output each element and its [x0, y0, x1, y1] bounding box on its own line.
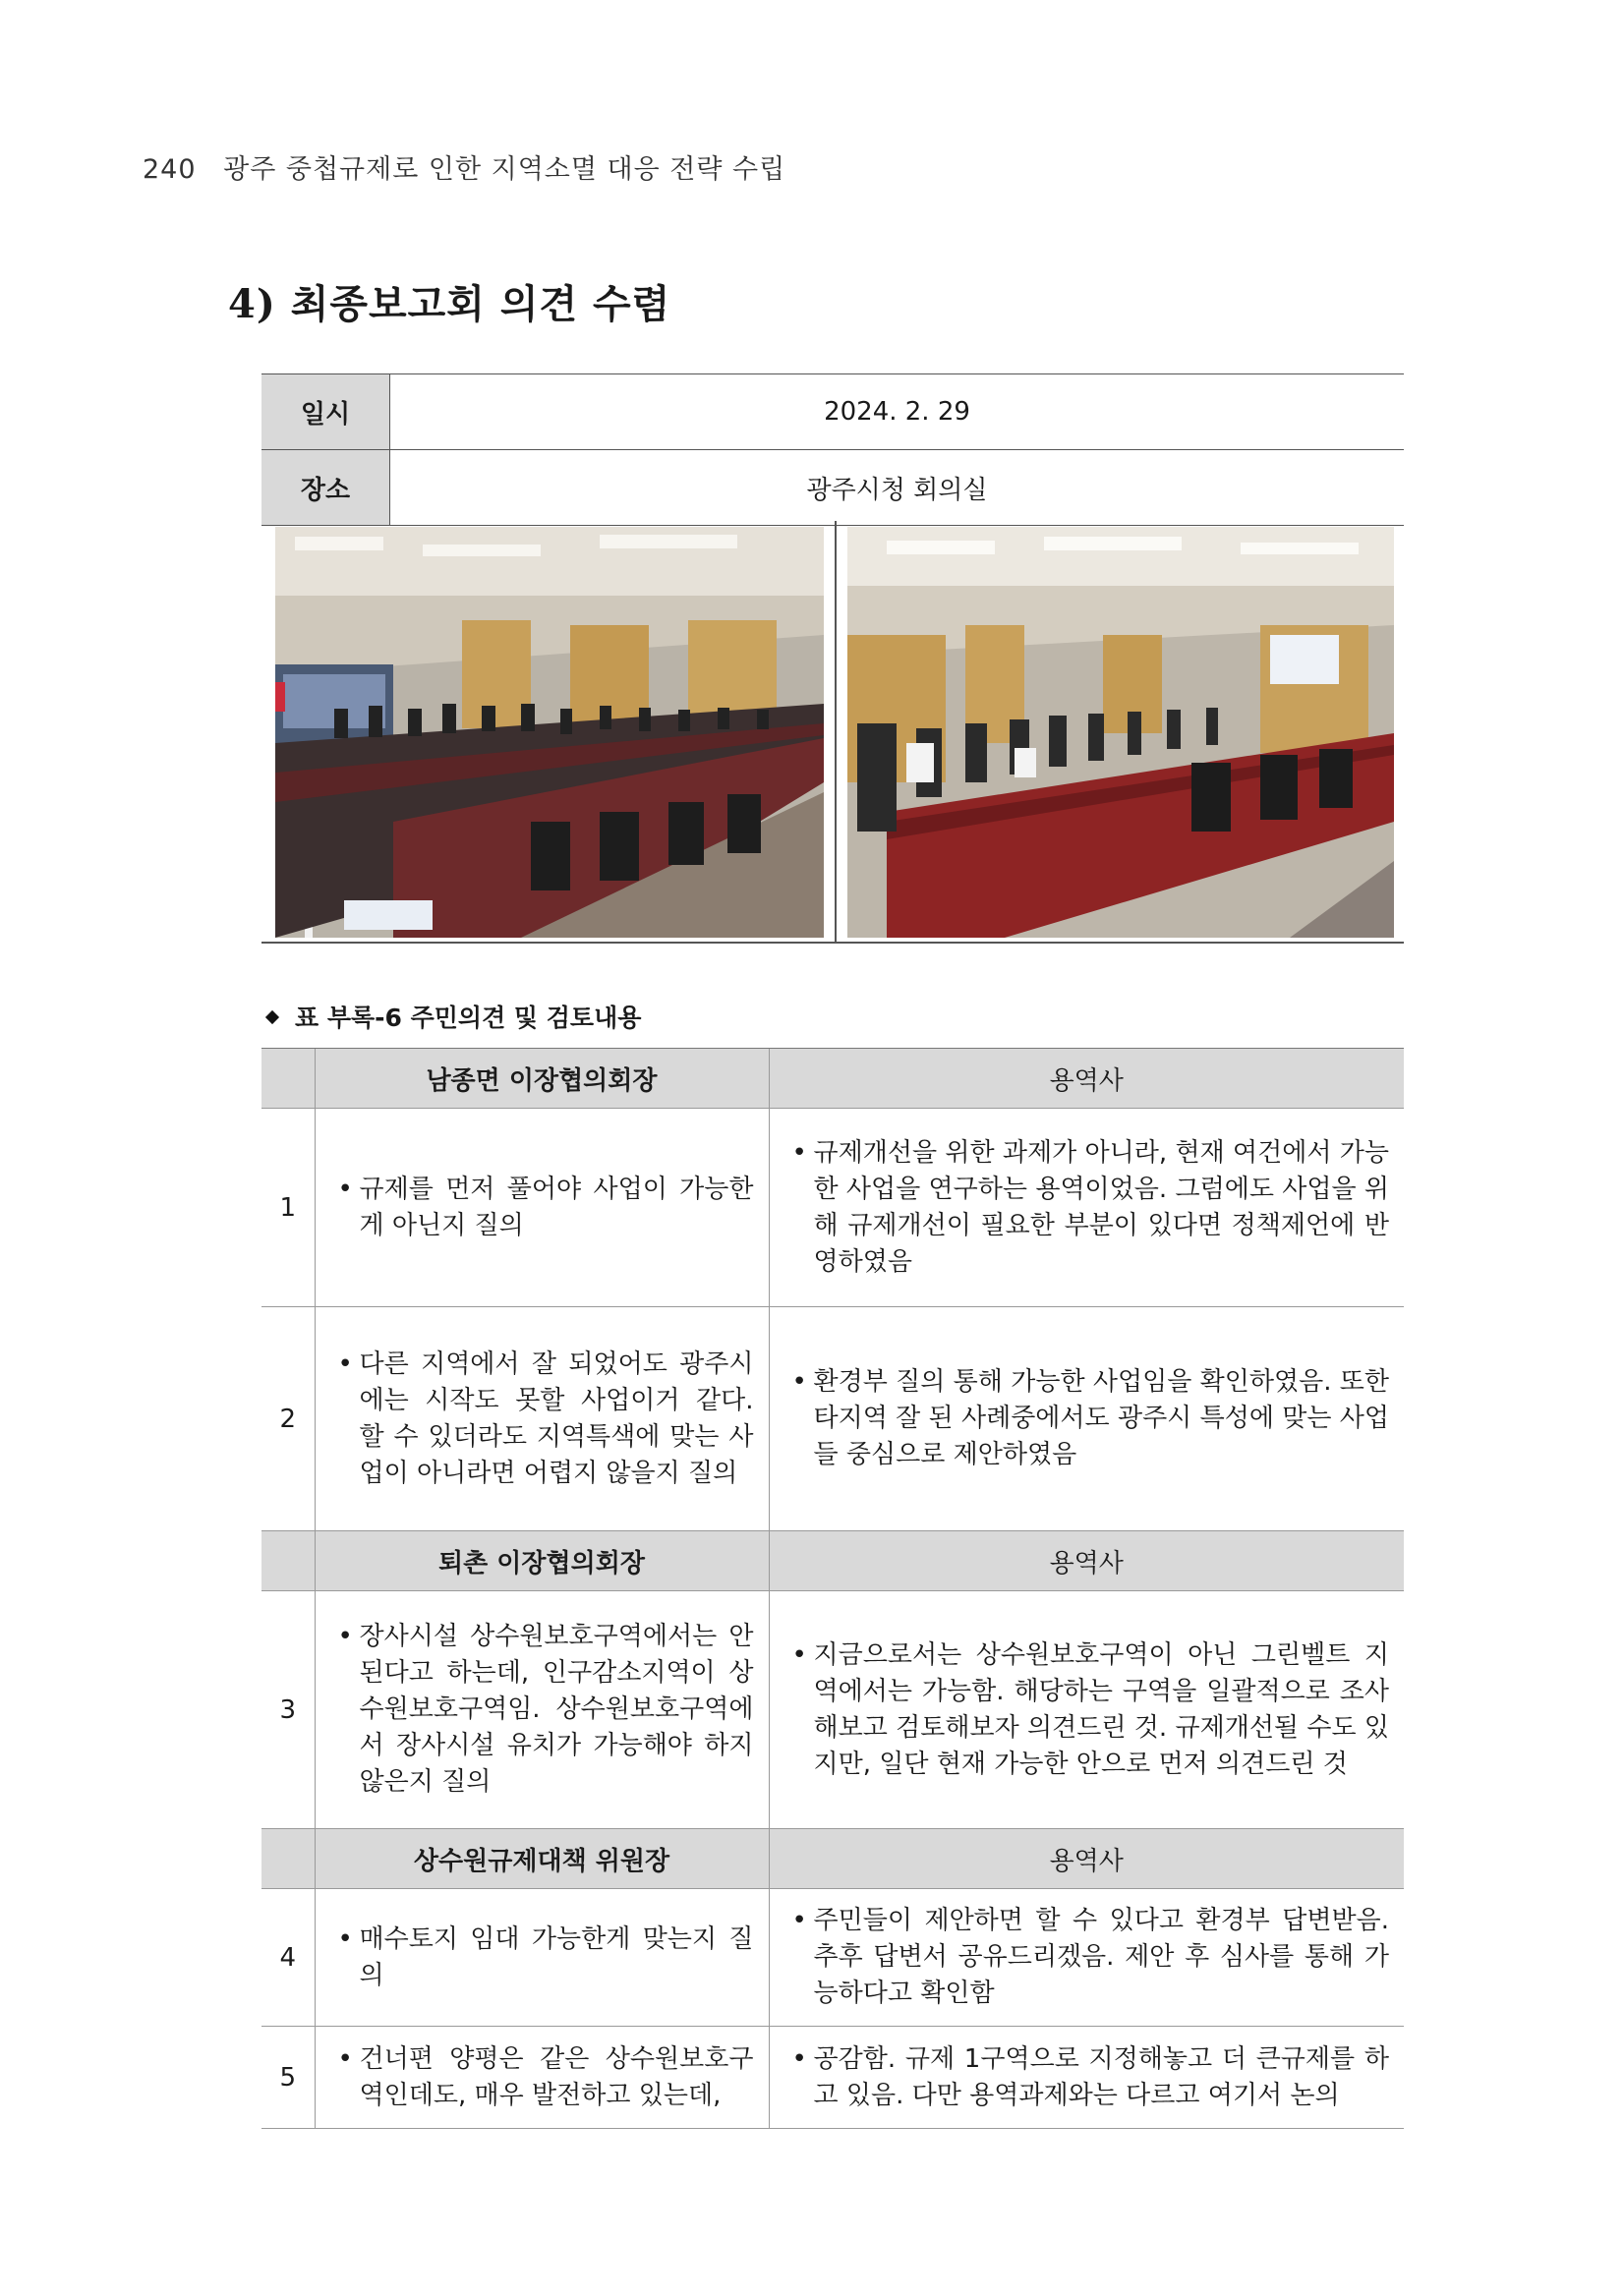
- meeting-photo-left: [275, 527, 824, 938]
- place-label: 장소: [261, 450, 390, 526]
- group-header: 상수원규제대책 위원장: [315, 1829, 769, 1889]
- response-cell: • 지금으로서는 상수원보호구역이 아닌 그린벨트 지역에서는 가능함. 해당하는 구역을 일괄적으로 조사해보고 검토해보자 의견드린 것. 규제개선될 수도 있지만, 일단 현재 가능한 안으로 먼저 의견드린 것: [769, 1591, 1404, 1829]
- photo-divider: [835, 521, 837, 942]
- opinion-text: 건너편 양평은 같은 상수원보호구역인데도, 매우 발전하고 있는데,: [359, 2043, 754, 2110]
- report-title: 광주 중첩규제로 인한 지역소멸 대응 전략 수립: [223, 154, 786, 185]
- section-title: 4) 최종보고회 의견 수렴: [228, 281, 671, 327]
- table-row: [261, 1109, 1404, 1307]
- meeting-photo-right: [847, 527, 1394, 938]
- response-text: 지금으로서는 상수원보호구역이 아닌 그린벨트 지역에서는 가능함. 해당하는 구역을 일괄적으로 조사해보고 검토해보자 의견드린 것. 규제개선될 수도 있지만, 일단 현재 가능한 안으로 먼저 의견드린 것: [813, 1639, 1389, 1779]
- group-header-row: [261, 1829, 1404, 1889]
- row-number: 3: [261, 1591, 315, 1829]
- row-number: 2: [261, 1307, 315, 1531]
- table-caption: [261, 999, 641, 1034]
- opinion-cell: • 다른 지역에서 잘 되었어도 광주시에는 시작도 못할 사업이거 같다. 할 수 있더라도 지역특색에 맞는 사업이 아니라면 어렵지 않을지 질의: [315, 1307, 769, 1531]
- table-row: [261, 1307, 1404, 1531]
- table-row: [261, 1591, 1404, 1829]
- opinion-cell: • 매수토지 임대 가능한게 맞는지 질의: [315, 1889, 769, 2027]
- response-text: 주민들이 제안하면 할 수 있다고 환경부 답변받음. 추후 답변서 공유드리겠음. 제안 후 심사를 통해 가능하다고 확인함: [813, 1906, 1389, 2008]
- response-cell: • 환경부 질의 통해 가능한 사업임을 확인하였음. 또한 타지역 잘 된 사례중에서도 광주시 특성에 맞는 사업들 중심으로 제안하였음: [769, 1307, 1404, 1531]
- opinion-table: [261, 1048, 1404, 2129]
- row-number: 4: [261, 1889, 315, 2027]
- date-row: [261, 374, 1404, 450]
- group-header-row: [261, 1049, 1404, 1109]
- response-cell: • 주민들이 제안하면 할 수 있다고 환경부 답변받음. 추후 답변서 공유드리겠음. 제안 후 심사를 통해 가능하다고 확인함: [769, 1889, 1404, 2027]
- opinion-cell: • 규제를 먼저 풀어야 사업이 가능한게 아닌지 질의: [315, 1109, 769, 1307]
- response-text: 규제개선을 위한 과제가 아니라, 현재 여건에서 가능한 사업을 연구하는 용역이었음. 그럼에도 사업을 위해 규제개선이 필요한 부분이 있다면 정책제언에 반영하였음: [813, 1137, 1389, 1277]
- meeting-info-table: [261, 373, 1404, 526]
- reply-header: 용역사: [769, 1049, 1404, 1109]
- reply-header: 용역사: [769, 1829, 1404, 1889]
- group-header: 퇴촌 이장협의회장: [315, 1531, 769, 1591]
- table-row: [261, 2027, 1404, 2129]
- opinion-text: 다른 지역에서 잘 되었어도 광주시에는 시작도 못할 사업이거 같다. 할 수 있더라도 지역특색에 맞는 사업이 아니라면 어렵지 않을지 질의: [359, 1349, 754, 1488]
- row-number: 5: [261, 2027, 315, 2129]
- table-row: [261, 1889, 1404, 2027]
- place-value: 광주시청 회의실: [390, 450, 1405, 526]
- response-text: 환경부 질의 통해 가능한 사업임을 확인하였음. 또한 타지역 잘 된 사례중에서도 광주시 특성에 맞는 사업들 중심으로 제안하였음: [813, 1367, 1389, 1469]
- meeting-photos: [261, 521, 1404, 944]
- date-value: 2024. 2. 29: [390, 374, 1405, 450]
- reply-header: 용역사: [769, 1531, 1404, 1591]
- date-label: 일시: [261, 374, 390, 450]
- place-row: [261, 450, 1404, 526]
- group-header-row: [261, 1531, 1404, 1591]
- opinion-text: 매수토지 임대 가능한게 맞는지 질의: [359, 1923, 754, 1990]
- opinion-cell: • 건너편 양평은 같은 상수원보호구역인데도, 매우 발전하고 있는데,: [315, 2027, 769, 2129]
- response-cell: • 규제개선을 위한 과제가 아니라, 현재 여건에서 가능한 사업을 연구하는 용역이었음. 그럼에도 사업을 위해 규제개선이 필요한 부분이 있다면 정책제언에 반영하였음: [769, 1109, 1404, 1307]
- response-text: 공감함. 규제 1구역으로 지정해놓고 더 큰규제를 하고 있음. 다만 용역과제와는 다르고 여기서 논의: [813, 2043, 1389, 2110]
- row-number: 1: [261, 1109, 315, 1307]
- group-header: 남종면 이장협의회장: [315, 1049, 769, 1109]
- running-head: [143, 147, 785, 186]
- page-number: 240: [143, 154, 197, 185]
- diamond-bullet-icon: [265, 1010, 279, 1024]
- opinion-text: 규제를 먼저 풀어야 사업이 가능한게 아닌지 질의: [359, 1174, 754, 1240]
- opinion-text: 장사시설 상수원보호구역에서는 안된다고 하는데, 인구감소지역이 상수원보호구역임. 상수원보호구역에서 장사시설 유치가 가능해야 하지 않은지 질의: [359, 1622, 754, 1797]
- opinion-cell: • 장사시설 상수원보호구역에서는 안된다고 하는데, 인구감소지역이 상수원보호구역임. 상수원보호구역에서 장사시설 유치가 가능해야 하지 않은지 질의: [315, 1591, 769, 1829]
- table-caption-text: 표 부록-6 주민의견 및 검토내용: [295, 1004, 642, 1032]
- response-cell: • 공감함. 규제 1구역으로 지정해놓고 더 큰규제를 하고 있음. 다만 용역과제와는 다르고 여기서 논의: [769, 2027, 1404, 2129]
